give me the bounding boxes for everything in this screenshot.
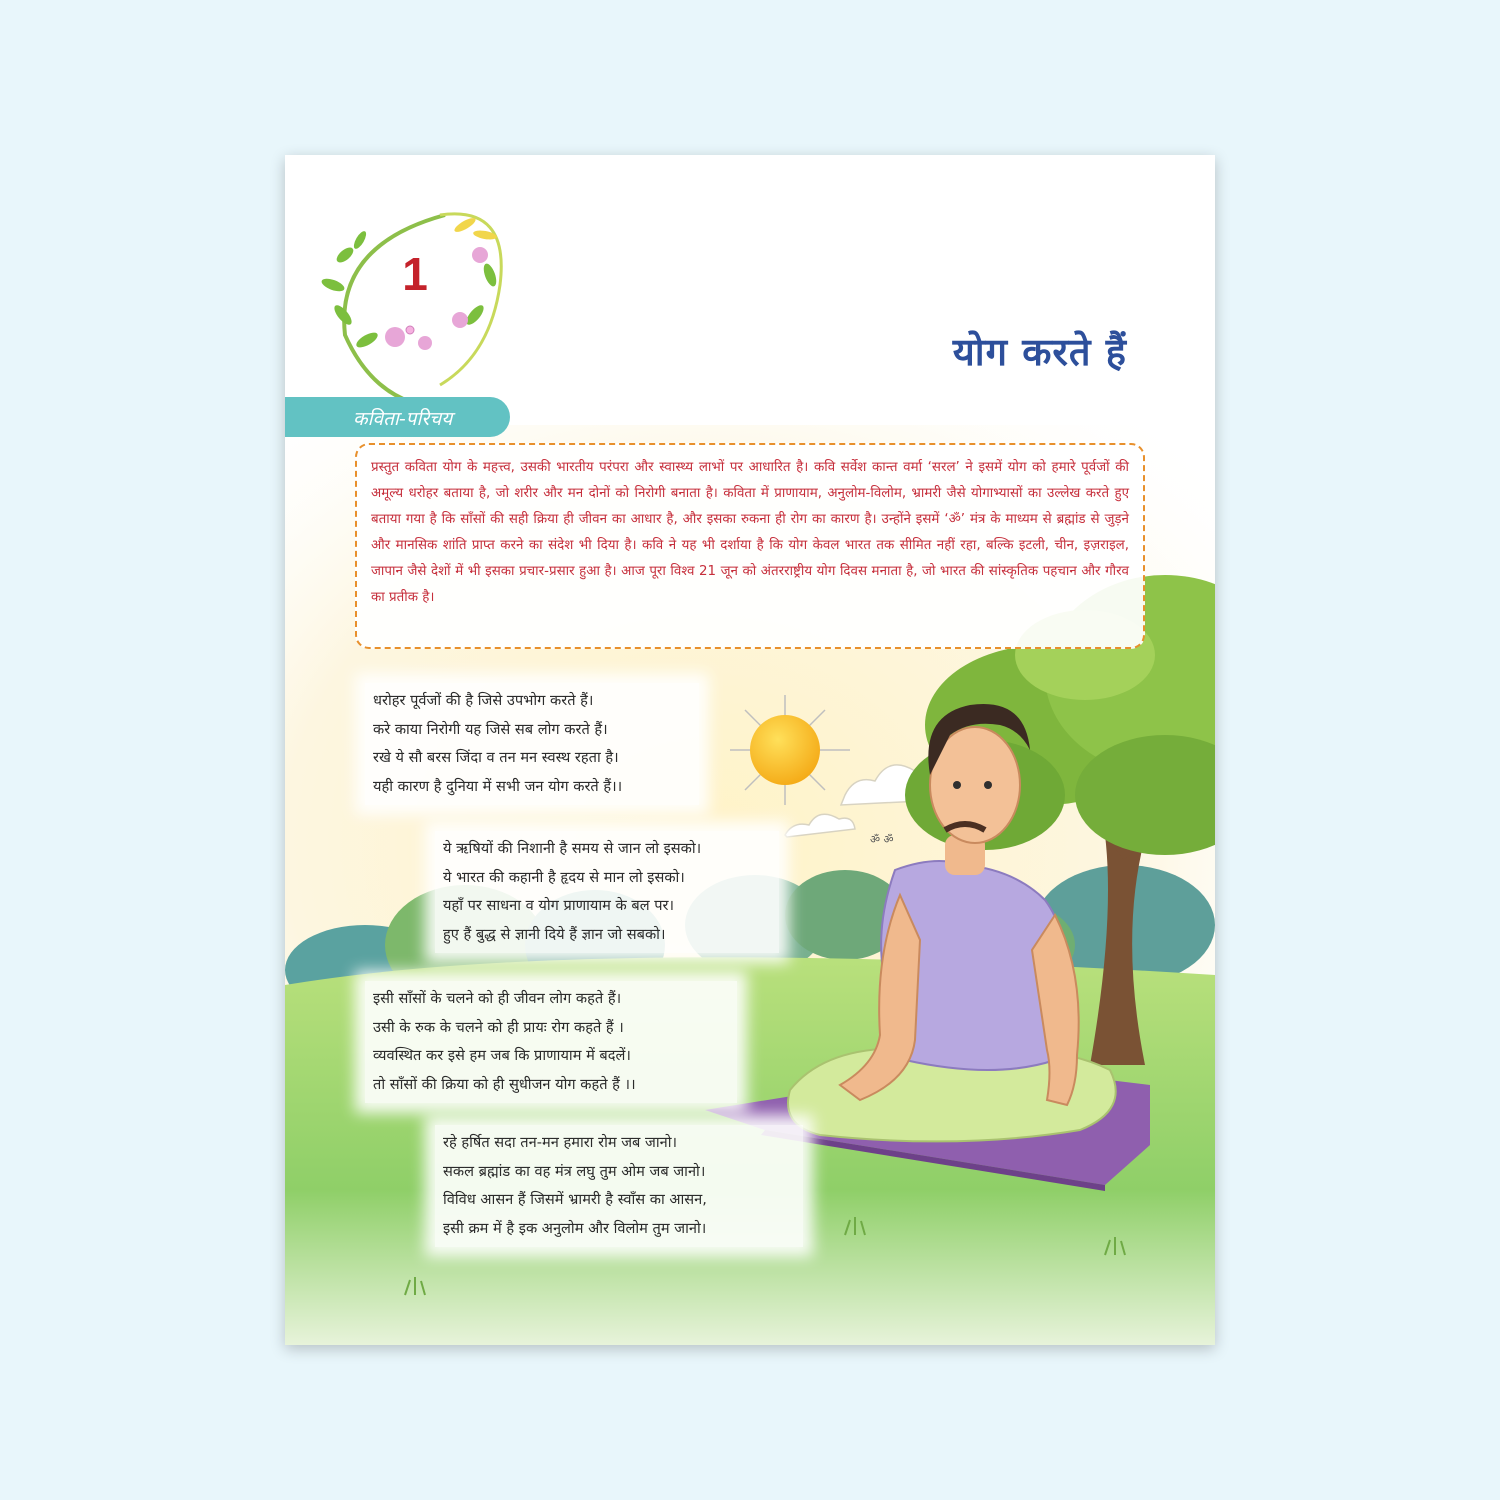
poem-line: यहाँ पर साधना व योग प्राणायाम के बल पर। xyxy=(443,897,675,914)
chapter-number: 1 xyxy=(402,248,428,300)
poem-line: तो साँसों की क्रिया को ही सुधीजन योग कहते हैं ।। xyxy=(373,1075,636,1093)
intro-tab xyxy=(285,397,510,437)
intro-paragraph: प्रस्तुत कविता योग के महत्त्व, उसकी भारतीय परंपरा और स्वास्थ्य लाभों पर आधारित है। कवि सर्वेश कान्त वर्मा ‘सरल’ ने इसमें योग को हमारे पूर्वजों की अमूल्य धरोहर बताया है, जो शरीर और मन दोनों को निरोगी बनाता है। कविता में प्राणायाम, अनुलोम-विलोम, भ्रामरी जैसे योगाभ्यासों का उल्लेख करते हुए बताया गया है कि साँसों की सही क्रिया ही जीवन का आधार है, और इसका रुकना ही रोग का कारण है। उन्होंने इसमें ‘ॐ’ मंत्र के माध्यम से ब्रह्मांड से जुड़ने और मानसिक शांति प्राप्त करने का संदेश भी दिया है। कवि ने यह भी दर्शाया है कि योग केवल भारत तक सीमित नहीं रहा, बल्कि इटली, चीन, इज़राइल, जापान जैसे देशों में भी इसका प्रचार-प्रसार हुआ है। आज पूरा विश्व 21 जून को अंतरराष्ट्रीय योग दिवस मनाता है, जो भारत की सांस्कृतिक पहचान और गौरव का प्रतीक है। xyxy=(371,460,1129,605)
poem-line: करे काया निरोगी यह जिसे सब लोग करते हैं। xyxy=(373,720,608,738)
intro-box xyxy=(355,443,1145,649)
poem-line: विविध आसन हैं जिसमें भ्रामरी है स्वाँस का आसन, xyxy=(443,1191,707,1208)
poem-line: व्यवस्थित कर इसे हम जब कि प्राणायाम में बदलें। xyxy=(373,1047,631,1064)
poem-line: इसी क्रम में है इक अनुलोम और विलोम तुम जानो। xyxy=(443,1219,707,1237)
poem-line: यही कारण है दुनिया में सभी जन योग करते हैं।। xyxy=(373,777,623,795)
poem-stanza-3 xyxy=(365,981,737,1103)
poem-stanza-1 xyxy=(365,683,699,805)
poem-line: ये ऋषियों की निशानी है समय से जान लो इसको। xyxy=(443,840,702,857)
breath-symbol-text: ॐ ॐ xyxy=(870,833,894,846)
poem-line: रहे हर्षित सदा तन-मन हमारा रोम जब जानो। xyxy=(443,1134,678,1151)
poem-line: रखे ये सौ बरस जिंदा व तन मन स्वस्थ रहता है। xyxy=(373,749,619,766)
poem-line: उसी के रुक के चलने को ही प्रायः रोग कहते हैं । xyxy=(373,1018,624,1036)
poem-stanza-2 xyxy=(435,831,779,953)
page-title: योग करते हैं xyxy=(952,330,1127,374)
book-page xyxy=(285,155,1215,1345)
poem-stanza-4 xyxy=(435,1125,803,1247)
poem-line: धरोहर पूर्वजों की है जिसे उपभोग करते हैं। xyxy=(373,692,594,709)
intro-tab-label: कविता-परिचय xyxy=(353,408,453,430)
poem-line: हुए हैं बुद्ध से ज्ञानी दिये हैं ज्ञान जो सबको। xyxy=(443,925,666,943)
floral-wreath xyxy=(320,214,501,409)
poem-line: सकल ब्रह्मांड का वह मंत्र लघु तुम ओम जब जानो। xyxy=(443,1162,706,1180)
poem-line: ये भारत की कहानी है हृदय से मान लो इसको। xyxy=(443,868,685,886)
poem-line: इसी साँसों के चलने को ही जीवन लोग कहते हैं। xyxy=(373,990,622,1007)
